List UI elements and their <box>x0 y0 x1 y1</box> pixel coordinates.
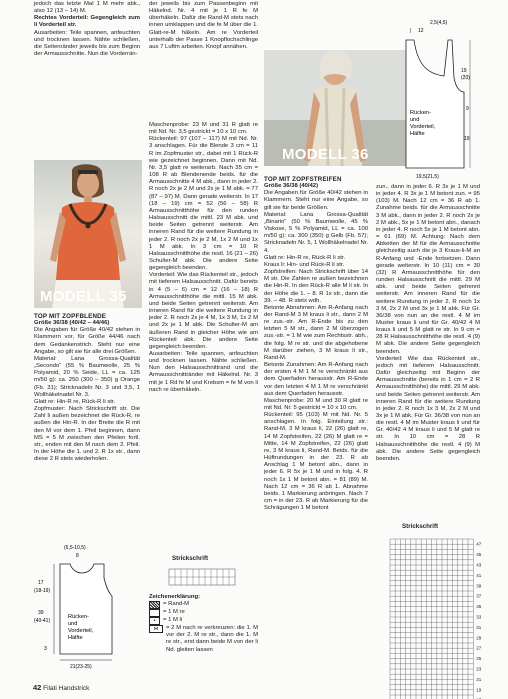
svg-text:Vorderteil,: Vorderteil, <box>410 124 436 130</box>
schematic-modell-35 <box>34 542 142 672</box>
chart-row-label: 45 <box>476 552 482 558</box>
paragraph: Vorderteil: Wie das Rückenteil str., jedoch mit tieferem Halsausschnitt. Dafür bereits in 4 (5 – 6) cm = 12 (16 – 18) R Armausschnitthöhe die mittl. 15 M abk. und beide Seiten getrennt weiterstr. Am inneren Rand für die weitere Rundung in jeder 2. R noch 2x je 4 M, 1x 3 M, 1x 2 M und 2x je 1 M abk. Die Schulter-M am äußeren Rand in gleicher Höhe wie am Rückenteil abk. Die andere Seite gegengleich beenden. <box>149 272 258 350</box>
schematic-label-top: (6,5-10,5) <box>64 545 86 551</box>
svg-text:und: und <box>68 621 78 627</box>
svg-text:9: 9 <box>466 106 469 112</box>
cable-cross-symbol: ⋈ <box>149 625 163 633</box>
strickschrift-heading-36: Strickschrift <box>402 523 439 530</box>
strickschrift-heading-35: Strickschrift <box>172 555 209 562</box>
photo-modell-36 <box>264 50 406 166</box>
size-heading: Größe 36/38 (40/42) <box>264 183 319 190</box>
paragraph: Die Angaben für Größe 40/42 stehen in Klammern. Steht nur eine Angabe, so gilt sie für beide Größen. <box>264 190 368 211</box>
svg-text:19: 19 <box>461 68 467 74</box>
svg-text:|: | <box>410 28 412 34</box>
chart-row-label: 43 <box>476 562 482 568</box>
paragraph: Rückenteil: 97 (107 – 117) M mit Nd. Nr. 3 anschlagen. Für die Blende 3 cm = 11 R im Zopfmuster str., dabei mit 1 Rück-R wie gezeichnet beginnen. Dann mit Nd. Nr. 3,5 glatt re weiterarb. Nach 35 cm = 108 R ab Blendenende beids. für die Armausschnitte 4 M abk., dann in jeder 2. R noch 2x je 2 M und 2x je 1 M abk. = 77 (87 – 97) M. Dann gerade weiterstr. In 17 (18 – 19) cm = 52 (56 – 58) R Armausschnitthöhe für den runden Halsausschnitt die mittl. 23 M abk. und beide Seiten getrennt weiterstr. Am inneren Rand für die weitere Rundung in jeder 2. R noch 2x je 2 M, 1x 2 M und 1x 1 M abk. In 3 cm = 10 R Halsausschnitthöhe die restl. 16 (21 – 26) Schulter-M abk. Die andere Seite gegengleich beenden. <box>149 136 258 272</box>
col4-main-text <box>376 184 480 463</box>
chart-row-label: 41 <box>476 572 482 578</box>
legend-title: Zeichenerklärung: <box>149 594 201 600</box>
paragraph: Ausarbeiten: Teile spannen, anfeuchten und trocknen lassen. Nähte schließen. Nun den Halsausschnittrand und die Armausschnittränder mit Häkelnd. Nr. 3 mit je 1 Rd fe M und Krebsm = fe M von li nach re überhäkeln. <box>149 351 258 393</box>
paragraph: Rechtes Vorderteil: Gegengleich zum li Vorderteil str. <box>34 15 140 29</box>
paragraph: Zopfstreifen: Nach Strickschrift über 14 M str. Die Zahlen re außen bezeichnen die Hin-R. In den Rück-R alle M li str. In der Höhe die 1. – 8. R 1x str., dann die 39. – 48. R stets wdh. <box>264 269 368 304</box>
svg-text:8: 8 <box>76 553 79 559</box>
svg-text:21(23-25): 21(23-25) <box>70 664 92 670</box>
col2-main-text <box>149 122 258 394</box>
svg-text:19: 19 <box>464 136 470 142</box>
knit-stitch-symbol <box>149 609 160 617</box>
svg-text:(20): (20) <box>461 75 470 81</box>
edge-stitch-symbol <box>149 601 160 609</box>
model-35-figure <box>34 160 142 308</box>
svg-text:12: 12 <box>418 28 424 34</box>
legend-text: = 1 M li <box>163 617 183 624</box>
svg-text:17: 17 <box>38 580 44 586</box>
legend-text: = 1 M re <box>163 609 185 616</box>
paragraph: Maschenprobe: 23 M und 31 R glatt re mit Nd. Nr. 3,5 gestrickt = 10 x 10 cm. <box>149 122 258 136</box>
svg-text:(18-19): (18-19) <box>34 588 51 594</box>
schematic-modell-36 <box>404 18 476 180</box>
paragraph: Material: Lana Grossa-Qualität „Secondo“ (55 % Baumwolle, 25 % Polyamid, 20 % Seide, LL = ca. 125 m/50 g): ca. 250 (300 – 350) g Orange (Fb. 31); Stricknadeln Nr. 3 und 3,5, 1 Wollhäkelnadel Nr. 3. <box>34 355 140 398</box>
chart-row-label: 21 <box>476 676 482 682</box>
page-number: 42 <box>33 683 42 692</box>
photo-modell-35 <box>34 160 142 308</box>
section-heading: TOP MIT ZOPFBLENDE <box>34 313 107 320</box>
section-heading: TOP MIT ZOPFSTREIFEN <box>264 176 342 183</box>
legend-text: = Rand-M <box>163 601 190 608</box>
chart-row-label: 39 <box>476 583 482 589</box>
paragraph: zun., dann in jeder 6. R 3x je 1 M und in jeder 4. R 3x je 1 M betont zun. = 95 (103) M. Nach 12 cm = 36 R ab 1. Zunahme beids. für die Armausschnitte 3 M abk., dann in jeder 2. R noch 2x je 2 M abk., 5x je 1 M betont abn., danach in jeder 4. R noch 5x je 1 M betont abn. = 61 (69) M. Achtung: Nach dem Abketten der M für die Armausschnitte gleichzeitig auch die je 3 Kraus-li-M an R-Anfang und -Ende fortsetzen. Dann gerade weiterstr. In 10 (11) cm = 30 (32) R Armausschnitthöhe für den runden Halsausschnitt die mittl. 29 M abk. und beide Seiten getrennt weiterstr. Am inneren Rand für die weitere Rundung in jeder 2. R noch 1x 3 M, 2x 2 M und 3x je 1 M abk. Für Gr. 36/38 von nun an die restl. 4 M im Muster kraus li und für Gr. 40/42 4 M kraus li und 5 M glatt re str. In 9 cm = 28 R Halsausschnitthöhe die restl. 4 (9) M abk. Die andere Seite gegengleich beenden. <box>376 184 480 355</box>
model-35-label: MODELL 35 <box>40 288 127 305</box>
legend-text: = 2 M nach re verkreuzen: die 1. M vor der 2. M re str., dann die 1. M re str., erst dann beide M von der li Nd. gleiten lassen <box>166 625 258 653</box>
paragraph: Betonte Zunahmen: Am R-Anfang nach der ersten 4 M 1 M re verschränkt aus dem Querfaden herausstr. Am R-Ende vor den letzten 4 M 1 M re verschränkt aus dem Querfaden herausstr. <box>264 362 368 397</box>
chart-row-label: 19 <box>476 687 482 693</box>
legend-item <box>149 625 258 654</box>
col1-top-text <box>34 1 140 58</box>
paragraph: Zopfmuster: Nach Strickschrift str. Die Zahl li außen bezeichnet die Rück-R, re außen die Hin-R. In der Breite die R mit den M vor dem 1. Pfeil beginnen, dann MS = 5 M zwischen den Pfeilen fortl. str., enden mit den M nach dem 2. Pfeil. In der Höhe die 1. und 2. R 1x str., dann diese 2 R stets wiederholen. <box>34 406 140 463</box>
paragraph: der jeweils bis zum Passenbeginn mit Häkelnd. Nr. 4 mit je 1 R fe M überhäkeln. Dafür die Rand-M stets nach innen umklappen und die fe M über die 1. Glatt-re-M häkeln. Am re Vorderteil unterhalb der Passe 1 Knopflochschlinge aus 7 Luftm arbeiten. Knopf annähen. <box>149 1 258 50</box>
legend-item <box>149 609 258 617</box>
paragraph: Glatt re: Hin-R re, Rück-R li str. <box>264 254 346 261</box>
legend <box>149 594 258 654</box>
col2-top-text <box>149 1 258 51</box>
svg-text:2,5(4,5): 2,5(4,5) <box>430 20 448 26</box>
svg-text:39: 39 <box>38 610 44 616</box>
svg-text:Vorderteil,: Vorderteil, <box>68 628 94 634</box>
chart-row-label: 33 <box>476 614 482 620</box>
chart-row-label: 31 <box>476 624 482 630</box>
page-footer <box>33 683 89 692</box>
size-heading: Größe 36/38 (40/42 – 44/46) <box>34 320 110 327</box>
svg-text:19,5(21,5): 19,5(21,5) <box>416 174 439 180</box>
svg-text:Rücken-: Rücken- <box>68 614 89 620</box>
paragraph: Vorderteil: Wie das Rückenteil str., jedoch mit tieferem Halsausschnitt. Dafür gleichzeitig mit Beginn der Armausschnitte (bereits in 1 cm = 2 R Armausschnitthöhe) die mittl. 29 M abk. und beide Seiten getrennt weiterstr. Am inneren Rand für die weitere Rundung in jeder 2. R noch 1x 3 M, 2x 2 M und 3x je 1 M abk. Für Gr. 36/38 von nun an die restl. 4 M im Muster kraus li und für Gr. 40/42 4 M kraus li und 5 M glatt re str. In 10 cm = 28 R Halsausschnitthöhe die restl. 4 (9) M abk. Die andere Seite gegengleich beenden. <box>376 355 480 462</box>
chart-row-label: 37 <box>476 593 482 599</box>
paragraph: Rückenteil: 95 (103) M mit Nd. Nr. 5 anschlagen. In folg. Einteilung str.: Rand-M, 3 M kraus li, 22 (26) glatt re, 14 M Zopfstreifen, 22 (26) M glatt re = Mitte, 14 M Zopfstreifen, 22 (26) glatt re, 3 M kraus li, Rand-M. Beids. für die Hüftrundungen in der 23. R ab Anschlag 1 M betont abn., dann in jeder 6. R 5x je 1 M und in folg. 4. R noch 1x 1 M betont abn. = 81 (89) M. Nach 12 cm = 36 R ab 1. Abnahme beids. 1 Markierung anbringen. Nach 7 cm = in der 23. R ab Markierung für die Schrägungen 1 M betont <box>264 412 368 512</box>
col3-main-text <box>264 176 368 512</box>
svg-text:Hälfte: Hälfte <box>410 131 425 137</box>
strickschrift-grid-35 <box>167 567 239 589</box>
model-36-label: MODELL 36 <box>282 146 369 163</box>
svg-text:Rücken-: Rücken- <box>410 110 431 116</box>
purl-stitch-symbol: • <box>149 617 160 625</box>
paragraph: jedoch das letzte Mal 1 M mehr abk., also 12 (13 – 14) M. <box>34 1 140 15</box>
paragraph: Maschenprobe: 20 M und 30 R glatt re mit Nd. Nr. 5 gestrickt = 10 x 10 cm. <box>264 397 368 411</box>
strickschrift-grid-36 <box>388 537 500 693</box>
svg-text:3: 3 <box>44 646 47 652</box>
paragraph: Die Angaben für Größe 40/42 stehen in Klammern vor, für Größe 44/46 nach dem Gedankenstrich. Steht nur eine Angabe, so gilt sie für alle drei Größen. <box>34 327 140 355</box>
col1-main-text <box>34 313 140 463</box>
chart-row-label: 29 <box>476 635 482 641</box>
chart-row-label: 25 <box>476 656 482 662</box>
paragraph: Material: Lana Grossa-Qualität „Binario“ (50 % Baumwolle, 45 % Viskose, 5 % Polyamid, LL = ca. 100 m/50 g): ca. 300 (350) g Gelb (Fb. 57); Stricknadeln Nr. 5, 1 Wollhäkelnadel Nr. 4. <box>264 211 368 254</box>
legend-item <box>149 601 258 609</box>
legend-item <box>149 617 258 625</box>
chart-row-label: 23 <box>476 666 482 672</box>
magazine-title: Filati Handstrick <box>43 685 90 692</box>
paragraph: Glatt re: Hin-R re, Rück-R li str. <box>34 398 116 405</box>
chart-row-label: 35 <box>476 604 482 610</box>
paragraph: Betonte Abnahmen: Am R-Anfang nach der Rand-M 3 M kraus li str., dann 2 M re zus.-str. Am R-Ende bis zu den letzten 5 M str., dann 2 M überzogen zus.-str. = 1 M wie zum Rechtsstr. abh., die folg. M re str. und die abgehobene M darüber ziehen, 3 M kraus li str., Rand-M. <box>264 304 368 361</box>
svg-text:(40-41): (40-41) <box>34 618 51 624</box>
svg-text:und: und <box>410 117 420 123</box>
paragraph: Ausarbeiten: Teile spannen, anfeuchten und trocknen lassen. Nähte schließen, die Seitenränder jeweils bis zum Beginn der Armausschnitte. Nun die Vorderrän- <box>34 29 140 58</box>
svg-text:Hälfte: Hälfte <box>68 635 83 641</box>
chart-row-label: 47 <box>476 541 482 547</box>
paragraph: Kraus li: Hin- und Rück-R li str. <box>264 261 345 268</box>
chart-row-label: 27 <box>476 645 482 651</box>
